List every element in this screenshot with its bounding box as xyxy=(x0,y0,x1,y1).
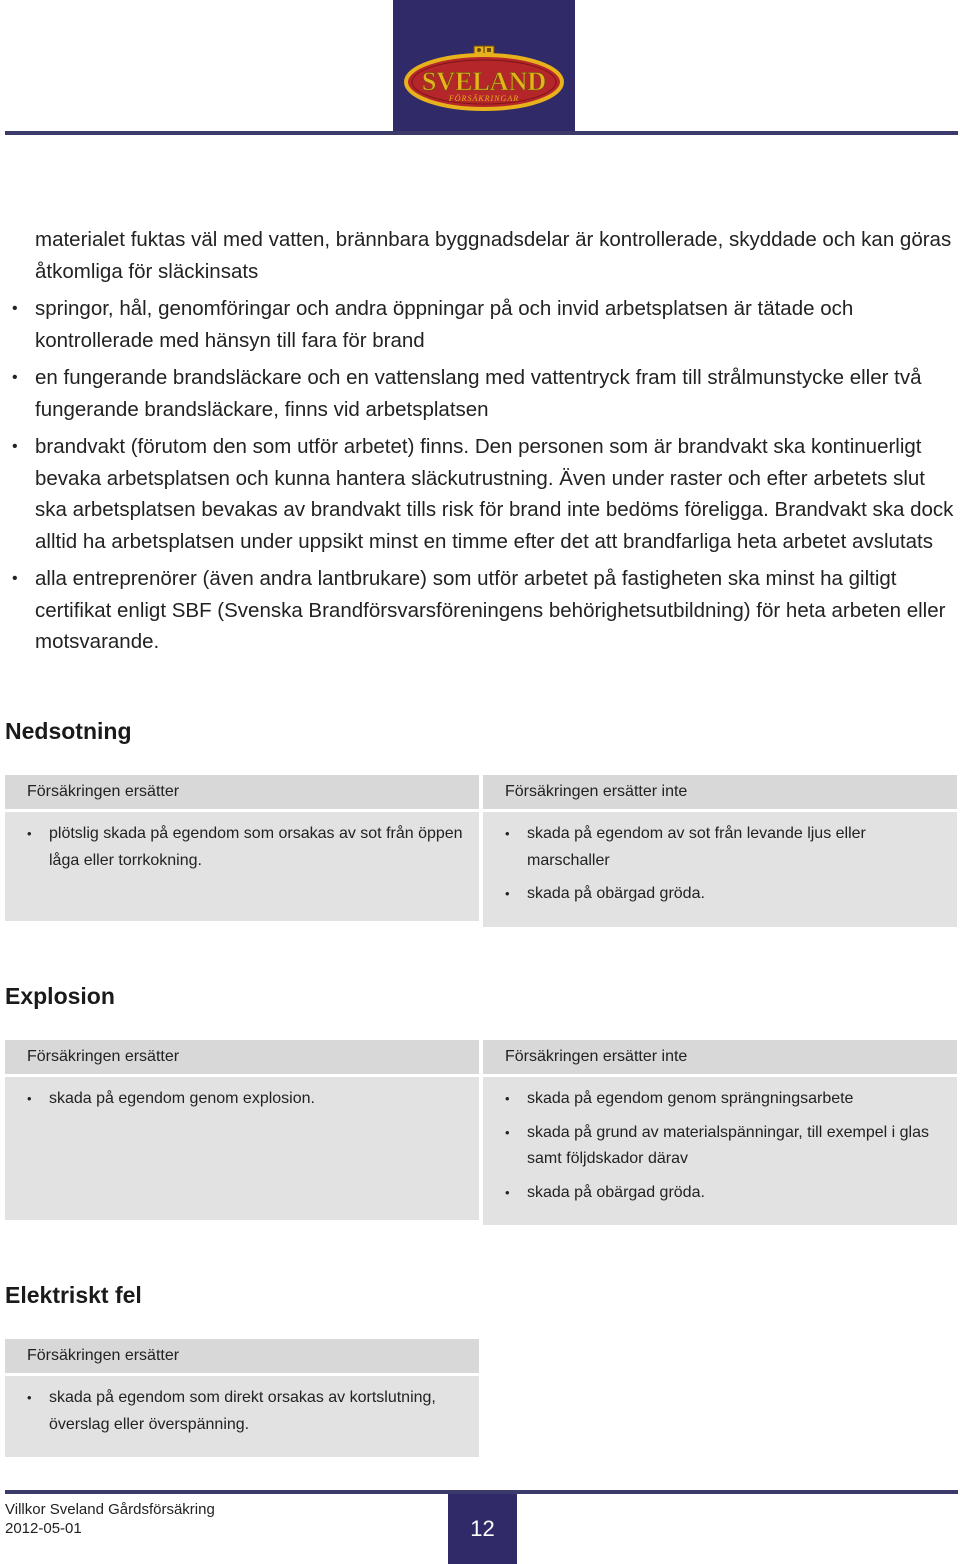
list-item: • plötslig skada på egendom som orsakas av sot från öppen låga eller torrkokning. xyxy=(27,821,469,874)
list-item: • skada på egendom genom explosion. xyxy=(27,1086,469,1113)
section-title-elektriskt-fel: Elektriskt fel xyxy=(5,1282,142,1308)
covered-header: Försäkringen ersätter xyxy=(5,775,479,809)
intro-text xyxy=(0,224,960,664)
excluded-header: Försäkringen ersätter inte xyxy=(483,1040,957,1074)
covered-body xyxy=(5,1077,479,1220)
intro-lead: materialet fuktas väl med vatten, brännbara byggnadsdelar är kontrollerade, skyddade och kan göras åtkomliga för släckinsats xyxy=(35,228,952,283)
excluded-body xyxy=(483,812,957,927)
list-item: • skada på grund av materialspänningar, till exempel i glas samt följdskador därav xyxy=(505,1120,947,1173)
intro-bullet-list xyxy=(0,293,960,658)
logo-wordmark: SVELAND xyxy=(421,67,547,96)
list-item: • skada på obärgad gröda. xyxy=(505,1180,947,1207)
list-item: • alla entreprenörer (även andra lantbrukare) som utför arbetet på fastigheten ska minst ha giltigt certifikat enligt SBF (Svenska Brandförsvarsföreningens behörighetsutbildning) för heta arbeten eller motsvarande. xyxy=(0,563,960,658)
footer-doc-title: Villkor Sveland Gårdsförsäkring xyxy=(5,1501,215,1518)
covered-body xyxy=(5,812,479,921)
list-item: • skada på obärgad gröda. xyxy=(505,881,947,908)
list-item: • skada på egendom genom sprängningsarbete xyxy=(505,1086,947,1113)
logo-panel xyxy=(393,0,575,131)
list-item: • skada på egendom av sot från levande ljus eller marschaller xyxy=(505,821,947,874)
list-item: • skada på egendom som direkt orsakas av kortslutning, överslag eller överspänning. xyxy=(27,1385,469,1438)
covered-header: Försäkringen ersätter xyxy=(5,1040,479,1074)
excluded-body xyxy=(483,1077,957,1225)
footer-date: 2012-05-01 xyxy=(5,1520,82,1537)
sveland-logo xyxy=(393,0,575,131)
logo-subtext: FÖRSÄKRINGAR xyxy=(448,94,520,103)
list-item: • springor, hål, genomföringar och andra öppningar på och invid arbetsplatsen är tätade och kontrollerade med hänsyn till fara för brand xyxy=(0,293,960,356)
list-item: • brandvakt (förutom den som utför arbetet) finns. Den personen som är brandvakt ska kontinuerligt bevaka arbetsplatsen och kunna hantera släckutrustning. Även under raster och efter arbetets slut ska arbetsplatsen bevakas av brandvakt tills risk för brand inte bedöms föreligga. Brandvakt ska dock alltid ha arbetsplatsen under uppsikt minst en timme efter det att brandfarliga heta arbetet avslutats xyxy=(0,431,960,557)
section-title-nedsotning: Nedsotning xyxy=(5,718,132,744)
page-number: 12 xyxy=(448,1494,517,1564)
excluded-column xyxy=(483,775,957,921)
covered-column xyxy=(5,775,479,921)
covered-column xyxy=(5,1339,479,1450)
section-title-explosion: Explosion xyxy=(5,983,115,1009)
covered-header: Försäkringen ersätter xyxy=(5,1339,479,1373)
excluded-column xyxy=(483,1040,957,1220)
footer-info xyxy=(5,1500,215,1538)
coverage-table-elektriskt-fel xyxy=(5,1339,958,1450)
header-rule xyxy=(5,131,958,135)
covered-column xyxy=(5,1040,479,1220)
coverage-table-explosion xyxy=(5,1040,958,1220)
excluded-header: Försäkringen ersätter inte xyxy=(483,775,957,809)
coverage-table-nedsotning xyxy=(5,775,958,921)
covered-body xyxy=(5,1376,479,1457)
list-item: • en fungerande brandsläckare och en vattenslang med vattentryck fram till strålmunstycke eller två fungerande brandsläckare, finns vid arbetsplatsen xyxy=(0,362,960,425)
